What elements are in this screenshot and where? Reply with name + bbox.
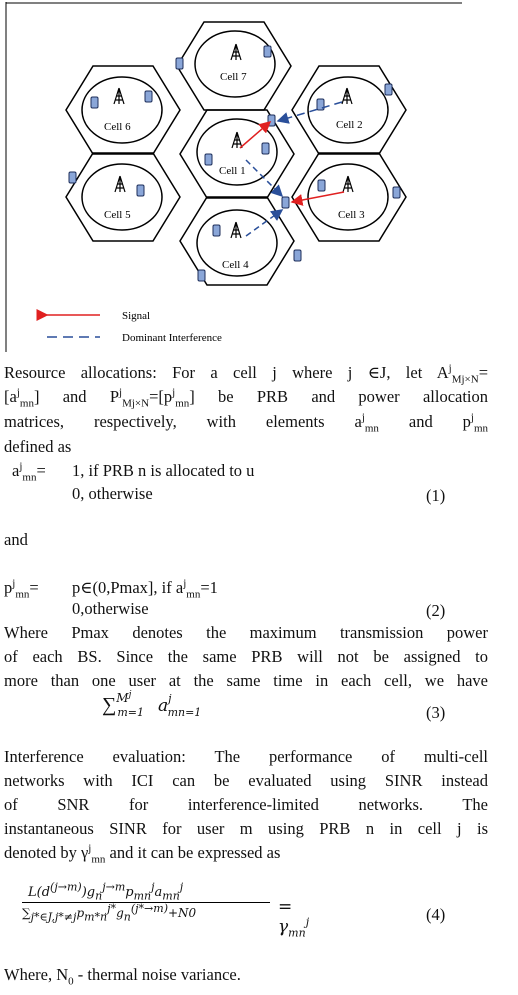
eq3-formula: ∑$^{Mj}_{m=1}$ $a^j_{mn=1}$ xyxy=(102,690,202,719)
phone-icon xyxy=(213,225,220,236)
cell-label: Cell 7 xyxy=(220,71,247,83)
eq2-case-1: p∈(0,Pmax], if $a^j_{mn}=1$ xyxy=(72,577,218,601)
interf-line-5: denoted by $\gamma^j_{mn}$ and it can be expressed as xyxy=(4,842,281,866)
eq1-number: (1) xyxy=(426,486,446,505)
pmax-line-2: of each BS. Since the same PRB will not be assigned to xyxy=(4,647,488,666)
resource-line-2: $[a^j_{mn}]$ and $P^j_{Mj\times N}=[p^j_{mn}]$ be PRB and power allocation xyxy=(4,386,489,410)
cell-7-area xyxy=(195,31,275,97)
cell-label: Cell 3 xyxy=(338,209,365,221)
phone-icon xyxy=(282,197,289,208)
pmax-line-3: more than one user at the same time in each cell, we have xyxy=(4,671,488,690)
eq2-case-2: 0,otherwise xyxy=(72,599,149,618)
and-text: and xyxy=(4,530,28,549)
cell-label: Cell 2 xyxy=(336,119,363,131)
phone-icon xyxy=(318,180,325,191)
phone-icon xyxy=(176,58,183,69)
phone-icon xyxy=(264,46,271,57)
cell-label: Cell 5 xyxy=(104,209,131,221)
eq1-case-2: 0, otherwise xyxy=(72,484,153,503)
eq2-number: (2) xyxy=(426,601,446,620)
eq1-case-1: 1, if PRB n is allocated to u xyxy=(72,461,255,480)
phone-icon xyxy=(69,172,76,183)
where-line: Where, $N_0$ - thermal noise variance. xyxy=(4,965,241,988)
phone-icon xyxy=(137,185,144,196)
phone-icon xyxy=(262,143,269,154)
network-figure xyxy=(0,0,470,352)
phone-icon xyxy=(145,91,152,102)
eq3-number: (3) xyxy=(426,703,446,722)
eq2-lhs: $p^j_{mn}=$ xyxy=(4,577,39,601)
phone-icon xyxy=(91,97,98,108)
eq4-numerator: $L(d^{(j\to m)})g_n^{j\to m}p_{mn}^ja_{mn}^j$ xyxy=(28,880,184,903)
eq1-lhs: $a^j_{mn}=$ xyxy=(12,460,46,484)
resource-line-4: defined as xyxy=(4,437,72,456)
legend-interference-label: Dominant Interference xyxy=(122,332,222,344)
phone-icon xyxy=(205,154,212,165)
eq4-formula xyxy=(22,880,322,940)
resource-line-3: matrices, respectively, with elements $a^j_{mn}$ and $p^j_{mn}$ xyxy=(4,411,488,435)
phone-icon xyxy=(294,250,301,261)
cell-6-area xyxy=(82,77,162,143)
eq4-denominator: $\sum_{j*\in J,j*\ne j}p_{m*n}^{j*}g_n^{(j*\to m)}+N0$ xyxy=(22,902,197,924)
cell-label: Cell 4 xyxy=(222,259,249,271)
cell-label: Cell 1 xyxy=(219,165,246,177)
legend-signal-label: Signal xyxy=(122,310,151,322)
cell-label: Cell 6 xyxy=(104,121,131,133)
phone-icon xyxy=(198,270,205,281)
phone-icon xyxy=(385,84,392,95)
resource-line-1: Resource allocations: For a cell j where j ∈J, let $A^j_{Mj\times N}=$ xyxy=(4,362,488,386)
interf-line-1: Interference evaluation: The performance of multi-cell xyxy=(4,747,488,766)
pmax-line-1: Where Pmax denotes the maximum transmission power xyxy=(4,623,488,642)
interf-line-2: networks with ICI can be evaluated using SINR instead xyxy=(4,771,488,790)
eq4-number: (4) xyxy=(426,905,446,924)
phone-icon xyxy=(268,115,275,126)
eq4-rhs: = $\gamma_{mn}^j$ xyxy=(278,897,310,940)
interf-line-4: instantaneous SINR for user m using PRB n in cell j is xyxy=(4,819,488,838)
phone-icon xyxy=(393,187,400,198)
interf-line-3: of SNR for interference-limited networks. The xyxy=(4,795,488,814)
